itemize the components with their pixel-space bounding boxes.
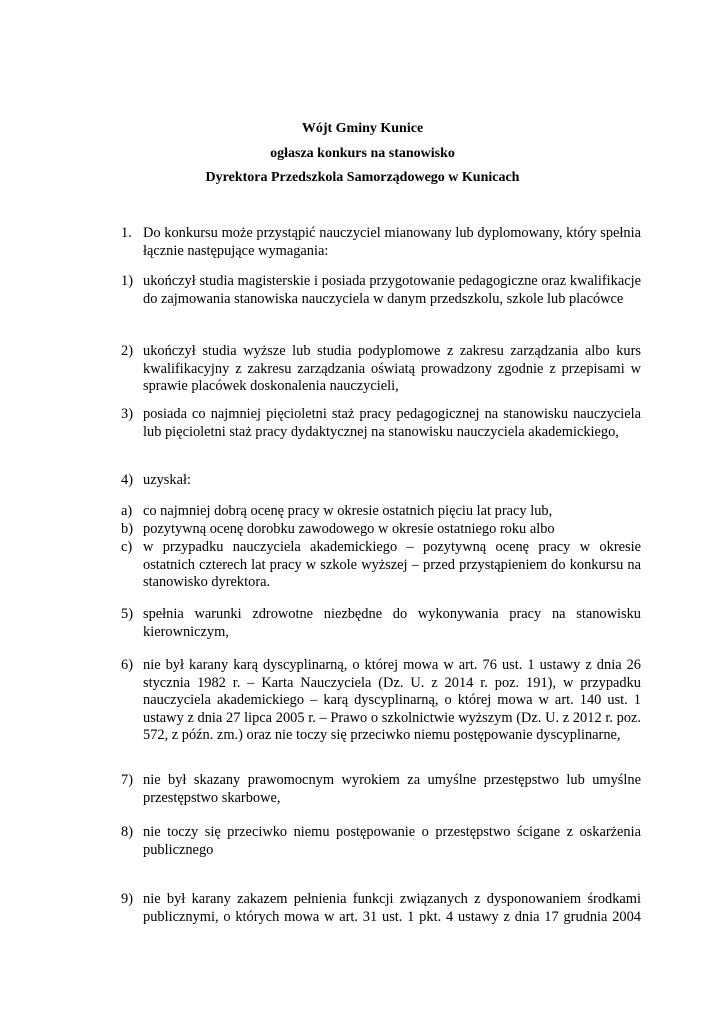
list-item-req-5 xyxy=(121,606,641,641)
item-number: a) xyxy=(121,503,133,519)
announcement-subtitle: ogłasza konkurs na stanowisko xyxy=(270,146,455,161)
list-item-req-4a xyxy=(121,503,641,521)
list-item-req-9 xyxy=(121,891,641,926)
item-text: spełnia warunki zdrowotne niezbędne do wykonywania pracy na stanowisku kierowniczym, xyxy=(143,606,641,640)
list-item-req-7 xyxy=(121,772,641,807)
item-text: co najmniej dobrą ocenę pracy w okresie ostatnich pięciu lat pracy lub, xyxy=(143,503,553,519)
item-number: 6) xyxy=(121,657,133,673)
item-text: nie był karany karą dyscyplinarną, o której mowa w art. 76 ust. 1 ustawy z dnia 26 stycznia 1982 r. – Karta Nauczyciela (Dz. U. z 2014 r. poz. 191), w przypadku nauczyciela akademickiego – karą dyscyplinarną, o której mowa w art. 140 ust. 1 ustawy z dnia 27 lipca 2005 r. – Prawo o szkolnictwie wyższym (Dz. U. z 2012 r. poz. 572, z późn. zm.) oraz nie toczy się przeciwko niemu postępowanie dyscyplinarne, xyxy=(143,657,641,743)
item-text: w przypadku nauczyciela akademickiego – pozytywną ocenę pracy w okresie ostatnich czterech lat pracy w szkole wyższej – przed przystąpieniem do konkursu na stanowisko dyrektora. xyxy=(143,539,641,590)
list-item-req-4c xyxy=(121,539,641,592)
item-text: ukończył studia magisterskie i posiada przygotowanie pedagogiczne oraz kwalifikacje do zajmowania stanowiska nauczyciela w danym przedszkolu, szkole lub placówce xyxy=(143,273,641,307)
item-number: c) xyxy=(121,539,133,555)
item-text: posiada co najmniej pięcioletni staż pracy pedagogicznej na stanowisku nauczyciela lub pięcioletni staż pracy dydaktycznej na stanowisku nauczyciela akademickiego, xyxy=(143,406,641,440)
list-item-req-4 xyxy=(121,472,641,490)
item-text: nie był karany zakazem pełnienia funkcji związanych z dysponowaniem środkami publicznymi, o których mowa w art. 31 ust. 1 pkt. 4 ustawy z dnia 17 grudnia 2004 xyxy=(143,891,641,925)
item-text: pozytywną ocenę dorobku zawodowego w okresie ostatniego roku albo xyxy=(143,521,555,537)
list-item-req-3 xyxy=(121,406,641,441)
item-text: nie toczy się przeciwko niemu postępowanie o przestępstwo ścigane z oskarżenia publicznego xyxy=(143,824,641,858)
announcer-title: Wójt Gminy Kunice xyxy=(301,121,424,136)
list-item-req-8 xyxy=(121,824,641,859)
item-text: nie był skazany prawomocnym wyrokiem za umyślne przestępstwo lub umyślne przestępstwo skarbowe, xyxy=(143,772,641,806)
item-text: Do konkursu może przystąpić nauczyciel mianowany lub dyplomowany, który spełnia łącznie następujące wymagania: xyxy=(143,225,641,259)
list-item-1 xyxy=(121,225,641,260)
list-item-req-2 xyxy=(121,343,641,396)
item-number: 8) xyxy=(121,824,133,840)
item-number: 7) xyxy=(121,772,133,788)
item-number: 1) xyxy=(121,273,133,289)
item-number: 3) xyxy=(121,406,133,422)
list-item-req-4b xyxy=(121,521,641,539)
item-text: uzyskał: xyxy=(143,472,191,488)
item-number: 4) xyxy=(121,472,133,488)
item-text: ukończył studia wyższe lub studia podyplomowe z zakresu zarządzania albo kurs kwalifikacyjny z zakresu zarządzania oświatą prowadzony zgodnie z przepisami w sprawie placówek doskonalenia nauczycieli, xyxy=(143,343,641,394)
item-number: 1. xyxy=(121,225,132,241)
position-title: Dyrektora Przedszkola Samorządowego w Kunicach xyxy=(205,170,520,185)
list-item-req-1 xyxy=(121,273,641,308)
item-number: 2) xyxy=(121,343,133,359)
item-number: b) xyxy=(121,521,133,537)
list-item-req-6 xyxy=(121,657,641,745)
item-number: 5) xyxy=(121,606,133,622)
item-number: 9) xyxy=(121,891,133,907)
